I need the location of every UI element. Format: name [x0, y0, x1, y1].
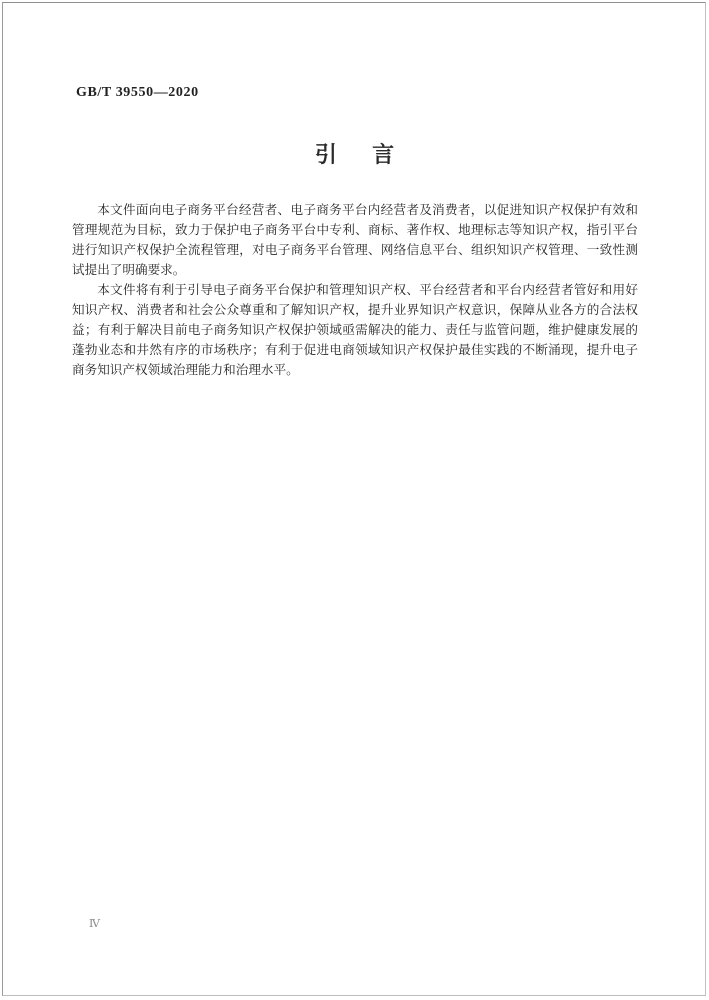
- intro-paragraph-1: 本文件面向电子商务平台经营者、电子商务平台内经营者及消费者，以促进知识产权保护有效和管理规范为目标，致力于保护电子商务平台中专利、商标、著作权、地理标志等知识产权，指引平台进行知识产权保护全流程管理，对电子商务平台管理、网络信息平台、组织知识产权管理、一致性测试提出了明确要求。: [72, 203, 638, 277]
- standard-code: GB/T 39550—2020: [76, 85, 199, 100]
- introduction-body: [72, 200, 638, 380]
- intro-paragraph-2: 本文件将有利于引导电子商务平台保护和管理知识产权、平台经营者和平台内经营者管好和用好知识产权、消费者和社会公众尊重和了解知识产权，提升业界知识产权意识，保障从业各方的合法权益；有利于解决目前电子商务知识产权保护领域亟需解决的能力、责任与监管问题，维护健康发展的蓬勃业态和井然有序的市场秩序；有利于促进电商领域知识产权保护最佳实践的不断涌现，提升电子商务知识产权领域治理能力和治理水平。: [72, 283, 638, 377]
- page-number: Ⅳ: [89, 918, 100, 930]
- section-title: 引言: [314, 142, 430, 167]
